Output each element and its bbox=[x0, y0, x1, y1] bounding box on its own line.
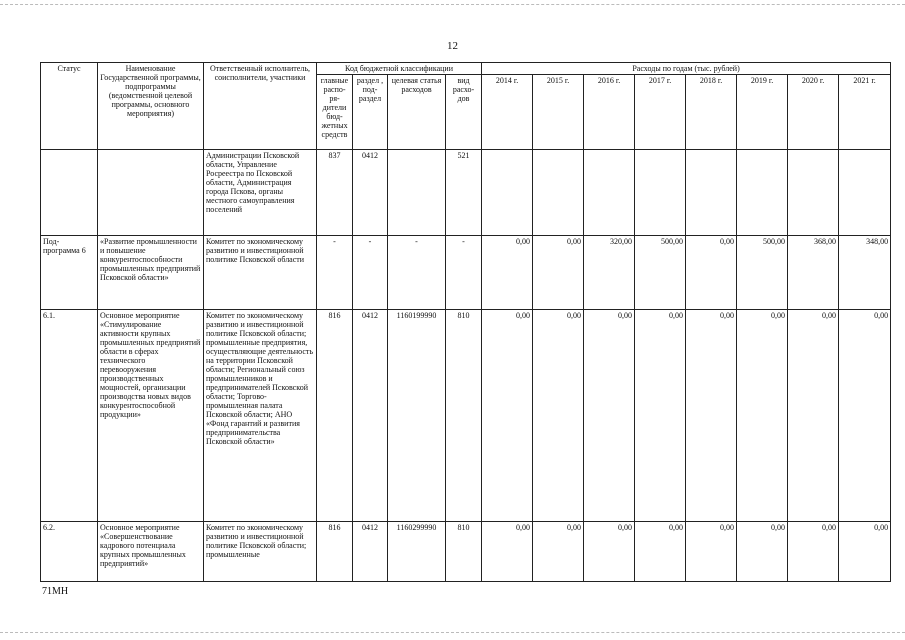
row-code: 810 bbox=[446, 522, 482, 582]
page-number: 12 bbox=[447, 40, 458, 52]
header-year: 2020 г. bbox=[788, 75, 839, 150]
row-value: 0,00 bbox=[737, 310, 788, 522]
row-code bbox=[388, 150, 446, 236]
header-name: Наименование Государственной программы, подпрограммы (ведомственной целевой программы, основного мероприятия) bbox=[98, 63, 204, 150]
row-value: 0,00 bbox=[788, 310, 839, 522]
row-value: 0,00 bbox=[533, 522, 584, 582]
footer-code: 71МН bbox=[42, 586, 69, 597]
header-year: 2017 г. bbox=[635, 75, 686, 150]
header-year: 2019 г. bbox=[737, 75, 788, 150]
row-value bbox=[839, 150, 891, 236]
row-value: 0,00 bbox=[482, 522, 533, 582]
row-value: 0,00 bbox=[686, 236, 737, 310]
header-year: 2015 г. bbox=[533, 75, 584, 150]
scan-edge-top bbox=[0, 4, 905, 5]
row-code: 837 bbox=[317, 150, 353, 236]
header-status: Статус bbox=[41, 63, 98, 150]
row-executor: Комитет по экономическому развитию и инвестиционной политике Псковской области; промышленные предприятия, осуществляющие деятельность на территории Псковской области; Региональный союз промышленников и предпринимателей Псковской области; Торгово-промышленная палата Псковской области; АНО «Фонд гарантий и развития предпринимательства Псковской области» bbox=[204, 310, 317, 522]
row-name: Основное мероприятие «Стимулирование активности крупных промышленных предприятий области в сферах технического перевооружения производственных мощностей, организации производства новых видов конкурентоспособной продукции» bbox=[98, 310, 204, 522]
row-executor: Комитет по экономическому развитию и инвестиционной политике Псковской области; промышленные bbox=[204, 522, 317, 582]
row-value bbox=[737, 150, 788, 236]
row-value: 0,00 bbox=[737, 522, 788, 582]
header-year: 2018 г. bbox=[686, 75, 737, 150]
row-value bbox=[635, 150, 686, 236]
row-value bbox=[788, 150, 839, 236]
row-executor: Комитет по экономическому развитию и инвестиционной политике Псковской области bbox=[204, 236, 317, 310]
header-year: 2016 г. bbox=[584, 75, 635, 150]
row-code: 0412 bbox=[353, 150, 388, 236]
row-code: 0412 bbox=[353, 522, 388, 582]
header-code-group: Код бюджетной классификации bbox=[317, 63, 482, 75]
row-status: 6.1. bbox=[41, 310, 98, 522]
row-value: 500,00 bbox=[635, 236, 686, 310]
row-code: 0412 bbox=[353, 310, 388, 522]
header-executor: Ответственный исполнитель, соисполнители, участники bbox=[204, 63, 317, 150]
row-code: - bbox=[446, 236, 482, 310]
row-value: 0,00 bbox=[584, 310, 635, 522]
row-code: 1160299990 bbox=[388, 522, 446, 582]
table-row bbox=[41, 522, 891, 582]
header-code-col: раздел , под-раздел bbox=[353, 75, 388, 150]
header-code-col: вид расхо-дов bbox=[446, 75, 482, 150]
row-name: «Развитие промышленности и повышение конкурентоспособности промышленных предприятий Псковской области» bbox=[98, 236, 204, 310]
row-status bbox=[41, 150, 98, 236]
row-status: 6.2. bbox=[41, 522, 98, 582]
row-code: - bbox=[388, 236, 446, 310]
row-value bbox=[533, 150, 584, 236]
row-value: 368,00 bbox=[788, 236, 839, 310]
header-row-top bbox=[41, 63, 891, 75]
row-value bbox=[686, 150, 737, 236]
row-code: 816 bbox=[317, 310, 353, 522]
row-name bbox=[98, 150, 204, 236]
row-value bbox=[482, 150, 533, 236]
budget-table bbox=[40, 62, 891, 582]
table-row bbox=[41, 310, 891, 522]
header-code-col: главные распо-ря-дители бюд-жетных средств bbox=[317, 75, 353, 150]
row-value: 0,00 bbox=[686, 522, 737, 582]
header-year: 2014 г. bbox=[482, 75, 533, 150]
row-status: Под-программа 6 bbox=[41, 236, 98, 310]
row-value: 0,00 bbox=[839, 310, 891, 522]
row-value: 0,00 bbox=[533, 236, 584, 310]
row-value: 0,00 bbox=[686, 310, 737, 522]
row-code: 810 bbox=[446, 310, 482, 522]
row-value: 0,00 bbox=[482, 236, 533, 310]
scan-edge-bottom bbox=[0, 632, 905, 633]
row-value: 0,00 bbox=[788, 522, 839, 582]
row-executor: Администрации Псковской области, Управление Росреестра по Псковской области, Администрация города Пскова, органы местного самоуправления поселений bbox=[204, 150, 317, 236]
table-row bbox=[41, 150, 891, 236]
row-value: 0,00 bbox=[482, 310, 533, 522]
row-name: Основное мероприятие «Совершенствование кадрового потенциала крупных промышленных предприятий» bbox=[98, 522, 204, 582]
row-value: 0,00 bbox=[839, 522, 891, 582]
row-code: - bbox=[317, 236, 353, 310]
row-value: 320,00 bbox=[584, 236, 635, 310]
row-value: 0,00 bbox=[635, 522, 686, 582]
header-code-col: целевая статья расходов bbox=[388, 75, 446, 150]
table-row bbox=[41, 236, 891, 310]
row-value: 500,00 bbox=[737, 236, 788, 310]
row-code: 521 bbox=[446, 150, 482, 236]
header-year: 2021 г. bbox=[839, 75, 891, 150]
row-value: 0,00 bbox=[533, 310, 584, 522]
row-value bbox=[584, 150, 635, 236]
row-code: 816 bbox=[317, 522, 353, 582]
row-code: - bbox=[353, 236, 388, 310]
row-value: 0,00 bbox=[584, 522, 635, 582]
row-value: 0,00 bbox=[635, 310, 686, 522]
header-expense-group: Расходы по годам (тыс. рублей) bbox=[482, 63, 891, 75]
row-value: 348,00 bbox=[839, 236, 891, 310]
row-code: 1160199990 bbox=[388, 310, 446, 522]
